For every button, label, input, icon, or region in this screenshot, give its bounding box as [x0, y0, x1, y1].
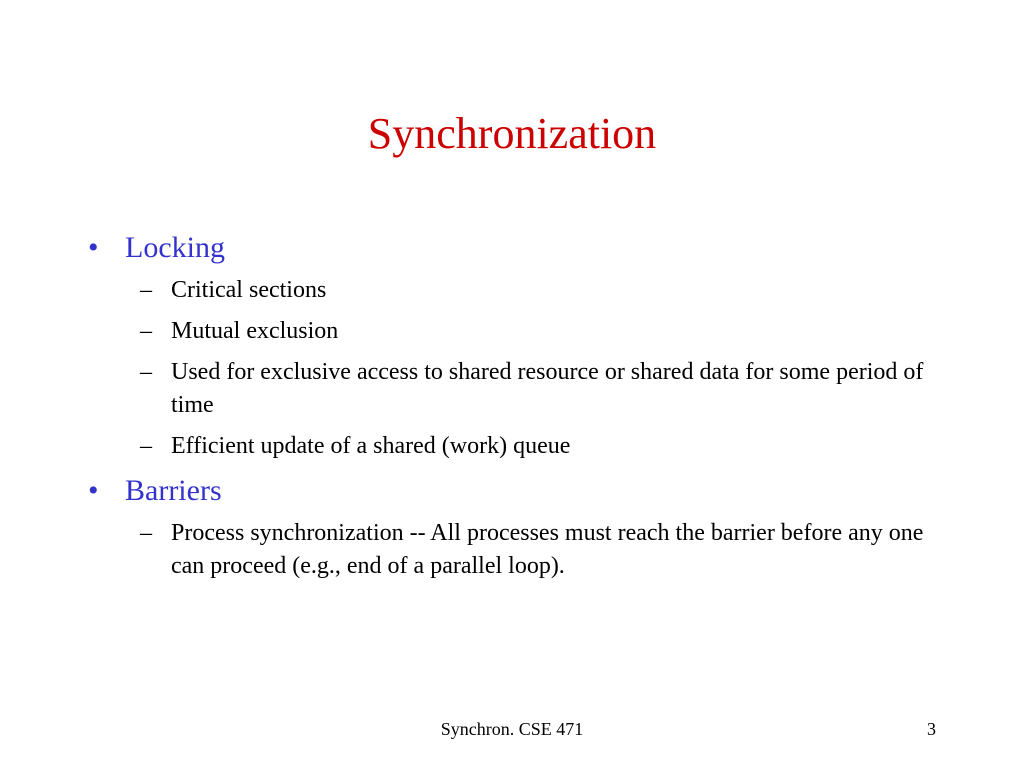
dash-mark: –	[140, 277, 152, 303]
slide-title: Synchronization	[367, 109, 657, 158]
bullet-label: Barriers	[125, 474, 222, 507]
list-item-text: Mutual exclusion	[171, 318, 339, 344]
bullet-locking	[88, 228, 948, 268]
slide-content	[88, 228, 948, 591]
footer-text: Synchron. CSE 471	[440, 719, 584, 739]
page-number: 3	[927, 719, 936, 739]
dash-mark: –	[140, 520, 152, 546]
barriers-sub-list	[88, 517, 948, 583]
bullet-label: Locking	[125, 231, 225, 264]
dash-mark: –	[140, 359, 152, 385]
list-item-text: Efficient update of a shared (work) queue	[171, 433, 571, 459]
list-item-text: Critical sections	[171, 277, 327, 303]
list-item	[88, 315, 948, 348]
bullet-mark: •	[88, 474, 99, 507]
list-item	[88, 430, 948, 463]
dash-mark: –	[140, 318, 152, 344]
dash-mark: –	[140, 433, 152, 459]
locking-sub-list	[88, 274, 948, 463]
list-item	[88, 274, 948, 307]
list-item-text: Process synchronization -- All processes must reach the barrier before any one can proceed (e.g., end of a parallel loop).	[171, 520, 924, 579]
bullet-mark: •	[88, 231, 99, 264]
bullet-barriers	[88, 471, 948, 511]
list-item	[88, 356, 948, 422]
list-item-text: Used for exclusive access to shared resource or shared data for some period of time	[171, 359, 924, 418]
list-item	[88, 517, 948, 583]
